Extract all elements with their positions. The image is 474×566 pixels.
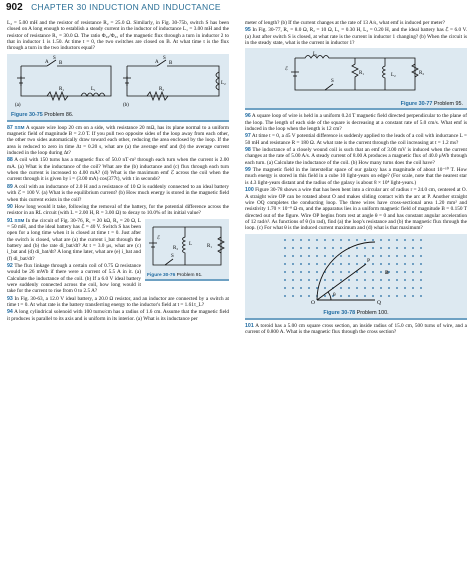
problem-text: A coil with an inductance of 2.0 H and a resistance of 10 Ω is suddenly connected to an ideal battery with ℰ = 100 V. (a) What is the equilibrium current? (b) How much energy is stored in the magnetic field when this current exists in the coil?: [7, 183, 229, 203]
field-dot: [396, 263, 398, 265]
label-b2: B: [169, 60, 173, 66]
field-dot: [340, 295, 342, 297]
field-dot: [364, 247, 366, 249]
field-dot: [324, 263, 326, 265]
field-dot: [380, 271, 382, 273]
field-dot: [324, 279, 326, 281]
field-dot: [404, 287, 406, 289]
chapter-title: CHAPTER 30 INDUCTION AND INDUCTANCE: [31, 2, 221, 12]
field-dot: [292, 247, 294, 249]
figure-30-77: [245, 48, 467, 110]
field-dot: [292, 263, 294, 265]
ssm-badge: SSM: [14, 217, 25, 223]
field-dot: [348, 279, 350, 281]
field-dot: [324, 255, 326, 257]
field-dot: [404, 279, 406, 281]
field-dot: [364, 295, 366, 297]
field-dot: [292, 271, 294, 273]
field-dot: [396, 247, 398, 249]
label-r1: R₁: [59, 86, 65, 92]
field-dot: [404, 239, 406, 241]
problem-98: [245, 147, 467, 166]
field-dot: [308, 239, 310, 241]
problem-number: 101: [245, 322, 254, 329]
problem-text: A toroid has a 5.00 cm square cross section, an inside radius of 15.0 cm, 500 turns of wire, and a current of 0.800 A. What is the magnetic flux through the cross section?: [245, 322, 468, 335]
field-dot: [364, 271, 366, 273]
field-dot: [308, 287, 310, 289]
figure-problem-ref: Problem 86.: [44, 112, 74, 119]
label-r1: R₁: [207, 243, 213, 249]
field-dot: [412, 287, 414, 289]
circuit-diagram-fig86: [7, 54, 229, 108]
field-dot: [300, 271, 302, 273]
field-dot: [348, 287, 350, 289]
field-dot: [396, 295, 398, 297]
problem-89: [7, 184, 229, 203]
circuit-diagram-fig95: [245, 48, 467, 96]
field-dot: [316, 247, 318, 249]
circuit-diagram-fig91: [145, 219, 229, 271]
field-dot: [404, 247, 406, 249]
field-dot: [308, 255, 310, 257]
field-dot: [356, 247, 358, 249]
field-dot: [356, 295, 358, 297]
problem-number: 93: [7, 295, 13, 302]
problem-text: In the circuit of Fig. 30-76, R₁ = 20 kΩ, R₂ = 20 Ω, L = 50 mH, and the ideal battery has ℰ = 40 V. Switch S has been open for a long time when it is closed at time t = 0. Just after the switch is closed, what are (a) the current i_bat through the battery and (b) the rate di_bat/dt? At t = 3.0 μs, what are (c) i_bat and (d) di_bat/dt? A long time later, what are (e) i_bat and (f) di_bat/dt?: [7, 217, 142, 262]
problem-text: In Fig. 30-63, a 12.0 V ideal battery, a 20.0 Ω resistor, and an inductor are connected by a switch at time t = 0. At what rate is the battery transferring energy to the inductor's field at t = 1.61τ_L?: [7, 295, 229, 308]
problem-number: 89: [7, 183, 13, 190]
problem-text: The inductance of a closely wound coil is such that an emf of 3.00 mV is induced when the current changes at the rate of 5.00 A/s. A steady current of 8.00 A produces a magnetic flux of 40.0 μWb through each turn. (a) Calculate the inductance of the coil. (b) How many turns does the coil have?: [245, 147, 467, 166]
problem-text: A long cylindrical solenoid with 100 turns/cm has a radius of 1.6 cm. Assume that the magnetic field it produces is parallel to its axis and is uniform in its interior. (a) What is its inductance per: [7, 309, 229, 322]
field-dot: [380, 263, 382, 265]
magnetic-field-diagram-fig100: [245, 234, 467, 306]
field-dot: [332, 247, 334, 249]
label-l1: L₁: [91, 86, 96, 92]
field-dot: [372, 239, 374, 241]
problem-88: [7, 157, 229, 182]
field-dot: [388, 279, 390, 281]
field-dot: [300, 263, 302, 265]
field-dot: [356, 263, 358, 265]
label-b: (b): [123, 102, 129, 108]
field-dot: [292, 287, 294, 289]
problem-text: A square loop of wire is held in a uniform 0.24 T magnetic field directed perpendicular to the plane of the loop. The length of each side of the square is decreasing at a constant rate of 5.0 cm/s. What emf is induced in the loop when the length is 12 cm?: [245, 113, 467, 133]
problem-text: How long would it take, following the removal of the battery, for the potential difference across the resistor in an RL circuit (with L = 2.00 H, R = 3.00 Ω) to decay to 10.0% of its initial value?: [7, 203, 230, 217]
problem-number: 88: [7, 157, 13, 164]
field-dot: [340, 263, 342, 265]
field-dot: [388, 255, 390, 257]
field-dot: [300, 247, 302, 249]
label-r1: R₁: [359, 71, 365, 77]
problem-100: [245, 187, 467, 231]
label-emf: ℰ: [157, 235, 161, 241]
field-dot: [308, 247, 310, 249]
field-dot: [308, 295, 310, 297]
field-dot: [348, 263, 350, 265]
field-dot: [372, 287, 374, 289]
page-number: 902: [6, 2, 23, 13]
field-dot: [372, 271, 374, 273]
field-dot: [412, 271, 414, 273]
problem-number: 95: [245, 27, 251, 34]
field-dot: [388, 287, 390, 289]
field-dot: [388, 247, 390, 249]
field-dot: [308, 271, 310, 273]
field-dot: [412, 247, 414, 249]
figure-number: Figure 30-77: [400, 100, 433, 107]
figure-30-75-caption: [7, 110, 229, 120]
field-dot: [396, 279, 398, 281]
field-dot: [380, 239, 382, 241]
field-dot: [348, 295, 350, 297]
problem-number: 97: [245, 133, 251, 140]
label-b-field: B: [385, 269, 389, 276]
field-dot: [284, 255, 286, 257]
field-dot: [412, 263, 414, 265]
field-dot: [420, 287, 422, 289]
field-dot: [404, 263, 406, 265]
field-dot: [388, 239, 390, 241]
field-dot: [364, 279, 366, 281]
problem-93: [7, 296, 229, 309]
field-dot: [284, 247, 286, 249]
field-dot: [340, 287, 342, 289]
field-dot: [420, 255, 422, 257]
problem-number: 99: [245, 167, 251, 174]
field-dot: [420, 263, 422, 265]
field-dot: [300, 279, 302, 281]
field-dot: [412, 239, 414, 241]
problem-87: [7, 125, 229, 157]
label-theta: θ: [333, 291, 336, 298]
label-q: Q: [377, 299, 381, 306]
field-dot: [348, 239, 350, 241]
problem-number: 87: [7, 124, 13, 131]
field-dot: [300, 255, 302, 257]
figure-30-78-caption: [245, 308, 467, 318]
label-emf: ℰ: [285, 67, 289, 73]
field-dot: [340, 279, 342, 281]
problem-94: [7, 309, 229, 322]
label-r2: R₂: [419, 71, 425, 77]
field-dot: [420, 295, 422, 297]
field-dot: [388, 263, 390, 265]
label-o: O: [311, 299, 315, 306]
field-dot: [324, 239, 326, 241]
label-p: P: [367, 257, 371, 264]
field-dot: [284, 295, 286, 297]
field-dot: [380, 255, 382, 257]
field-dot: [284, 263, 286, 265]
field-dot: [396, 271, 398, 273]
field-dot: [364, 287, 366, 289]
figure-30-76-caption: [145, 273, 229, 279]
label-l: L: [189, 241, 193, 247]
figure-30-77-caption: [245, 99, 467, 109]
field-dot: [324, 287, 326, 289]
field-dot: [284, 239, 286, 241]
field-dot: [372, 279, 374, 281]
field-dot: [316, 279, 318, 281]
problem-number: 91: [7, 217, 13, 224]
figure-30-76: [145, 219, 229, 282]
label-a1: A: [45, 59, 49, 65]
field-dot: [348, 255, 350, 257]
field-dot: [396, 287, 398, 289]
figure-number: Figure 30-78: [323, 309, 356, 316]
label-s1: S: [53, 55, 56, 61]
field-dot: [380, 287, 382, 289]
problem-number: 100: [245, 187, 254, 194]
field-dot: [396, 239, 398, 241]
label-l1: L₁: [313, 52, 318, 58]
label-a: (a): [15, 102, 21, 108]
problem-99: [245, 167, 467, 186]
field-dot: [292, 239, 294, 241]
ssm-badge: SSM: [14, 124, 25, 130]
page-header: [6, 2, 468, 16]
field-dot: [404, 295, 406, 297]
left-column: [7, 20, 229, 323]
field-dot: [412, 255, 414, 257]
problem-text: Figure 30-78 shows a wire that has been bent into a circular arc of radius r = 24.0 cm, centered at O. A straight wire OP can be rotated about O and makes sliding contact with the arc at P. Another straight wire OQ completes the conducting loop. The three wires have cross-sectional area 1.20 mm² and resistivity 1.70 × 10⁻⁸ Ω·m, and the apparatus lies in a uniform magnetic field of magnitude B = 0.150 T directed out of the figure. Wire OP begins from rest at angle θ = 0 and has constant angular acceleration of 12 rad/s². As functions of θ (in rad), find (a) the loop's resistance and (b) the magnetic flux through the loop. (c) For what θ is the induced current maximum and (d) what is that maximum?: [245, 187, 467, 232]
problem-86-continued: L₂ = 5.00 mH and the resistor of resistance R₂ = 25.0 Ω. Similarly, in Fig. 30-75b, switch S has been closed on A long enough to establish a steady current in the inductor of inductance L₁ = 3.00 mH and the resistor of resistance R₁ = 30.0 Ω. The ratio Φ₀₂/Φ₀₁ of the magnetic flux through a turn in inductor 2 to that in inductor 1 is 1.50. At time t = 0, the two switches are closed on B. At what time t is the flux through a turn in the two inductors equal?: [7, 20, 229, 52]
label-r2: R₂: [159, 86, 165, 92]
field-dot: [340, 255, 342, 257]
field-dot: [300, 295, 302, 297]
problem-text: The flux linkage through a certain coil of 0.75 Ω resistance would be 26 mWb if there were a current of 5.5 A in it. (a) Calculate the inductance of the coil. (b) If a 6.0 V ideal battery were suddenly connected across the coil, how long would it take for the current to rise from 0 to 2.5 A?: [7, 262, 141, 295]
figure-number: Figure 30-76: [147, 272, 176, 278]
problem-97: [245, 133, 467, 146]
field-dot: [324, 295, 326, 297]
field-dot: [380, 279, 382, 281]
field-dot: [412, 295, 414, 297]
figure-30-75: [7, 54, 229, 122]
field-dot: [292, 255, 294, 257]
field-dot: [316, 271, 318, 273]
field-dot: [420, 247, 422, 249]
problem-96: [245, 113, 467, 132]
label-s2: S: [163, 55, 166, 61]
field-dot: [332, 263, 334, 265]
label-b1: B: [59, 60, 63, 66]
field-dot: [356, 287, 358, 289]
field-dot: [364, 239, 366, 241]
field-dot: [380, 295, 382, 297]
field-dot: [420, 239, 422, 241]
label-a2: A: [155, 59, 159, 65]
right-column: [245, 20, 467, 336]
field-dot: [284, 271, 286, 273]
field-dot: [404, 255, 406, 257]
field-dot: [316, 239, 318, 241]
field-dot: [340, 239, 342, 241]
problem-number: 96: [245, 113, 251, 120]
problem-text: The magnetic field in the interstellar space of our galaxy has a magnitude of about 10⁻¹⁰ T. How much energy is stored in this field in a cube 10 light-years on edge? (For scale, note that the nearest star is 4.3 light-years distant and the radius of the galaxy is about 8 × 10⁴ light-years.): [245, 167, 468, 186]
field-dot: [372, 295, 374, 297]
problem-101: [245, 323, 467, 336]
field-dot: [316, 263, 318, 265]
problem-90: [7, 204, 229, 217]
field-dot: [324, 247, 326, 249]
field-dot: [356, 239, 358, 241]
field-dot: [388, 295, 390, 297]
label-l2: L₂: [221, 80, 226, 86]
label-s: S: [171, 253, 174, 259]
problem-95: [245, 27, 467, 46]
field-dot: [332, 279, 334, 281]
problem-text: A square wire loop 20 cm on a side, with resistance 20 mΩ, has its plane normal to a uniform magnetic field of magnitude B = 2.0 T. If you pull two opposite sides of the loop away from each other, the other two sides automatically draw toward each other, reducing the area enclosed by the loop. If the area is reduced to zero in time Δt = 0.20 s, what are (a) the average emf and (b) the average current induced in the loop during Δt?: [7, 124, 230, 157]
field-dot: [364, 255, 366, 257]
figure-problem-ref: Problem 91.: [176, 272, 203, 278]
label-s: S: [331, 79, 334, 85]
figure-30-78: [245, 234, 467, 320]
field-dot: [420, 279, 422, 281]
field-dot: [340, 247, 342, 249]
problem-number: 94: [7, 309, 13, 316]
field-dot: [308, 279, 310, 281]
field-dot: [292, 295, 294, 297]
problem-number: 90: [7, 203, 13, 210]
figure-problem-ref: Problem 95.: [433, 100, 463, 107]
field-dot: [356, 255, 358, 257]
label-l2: L₂: [391, 73, 396, 79]
figure-problem-ref: Problem 100.: [356, 309, 389, 316]
field-dot: [300, 287, 302, 289]
field-dot: [308, 263, 310, 265]
field-dot: [332, 255, 334, 257]
field-dot: [380, 247, 382, 249]
field-dot: [300, 239, 302, 241]
field-dot: [284, 279, 286, 281]
label-r2: R₂: [173, 245, 179, 251]
field-dot: [316, 255, 318, 257]
field-dot: [332, 239, 334, 241]
field-dot: [372, 247, 374, 249]
field-dot: [412, 279, 414, 281]
field-dot: [372, 263, 374, 265]
problem-number: 98: [245, 147, 251, 154]
problem-text: At time t = 0, a 45 V potential difference is suddenly applied to the leads of a coil with inductance L = 50 mH and resistance R = 180 Ω. At what rate is the current through the coil increasing at t = 1.2 ms?: [245, 133, 467, 146]
field-dot: [420, 271, 422, 273]
problem-number: 92: [7, 262, 13, 269]
field-dot: [348, 271, 350, 273]
field-dot: [356, 279, 358, 281]
field-dot: [404, 271, 406, 273]
figure-number: Figure 30-75: [11, 112, 43, 119]
problem-94-continued: meter of length? (b) If the current changes at the rate of 13 A/s, what emf is induced per meter?: [245, 20, 446, 26]
field-dot: [332, 271, 334, 273]
field-dot: [396, 255, 398, 257]
field-dot: [340, 271, 342, 273]
problem-text: In Fig. 30-77, R₁ = 8.0 Ω, R₂ = 10 Ω, L₁ = 0.30 H, L₂ = 0.20 H, and the ideal battery has ℰ = 6.0 V. (a) Just after switch S is closed, at what rate is the current in inductor 1 changing? (b) When the circuit is in the steady state, what is the current in inductor 1?: [245, 27, 467, 47]
problem-text: A coil with 150 turns has a magnetic flux of 50.0 nT·m² through each turn when the current is 2.00 mA. (a) What is the inductance of the coil? What are the (b) inductance and (c) flux through each turn when the current is increased to 4.00 mA? (d) What is the maximum emf ℰ across the coil when the current through it is given by i = (3.00 mA) cos(377t), with t in seconds?: [7, 157, 229, 183]
field-dot: [372, 255, 374, 257]
field-dot: [284, 287, 286, 289]
field-dot: [292, 279, 294, 281]
